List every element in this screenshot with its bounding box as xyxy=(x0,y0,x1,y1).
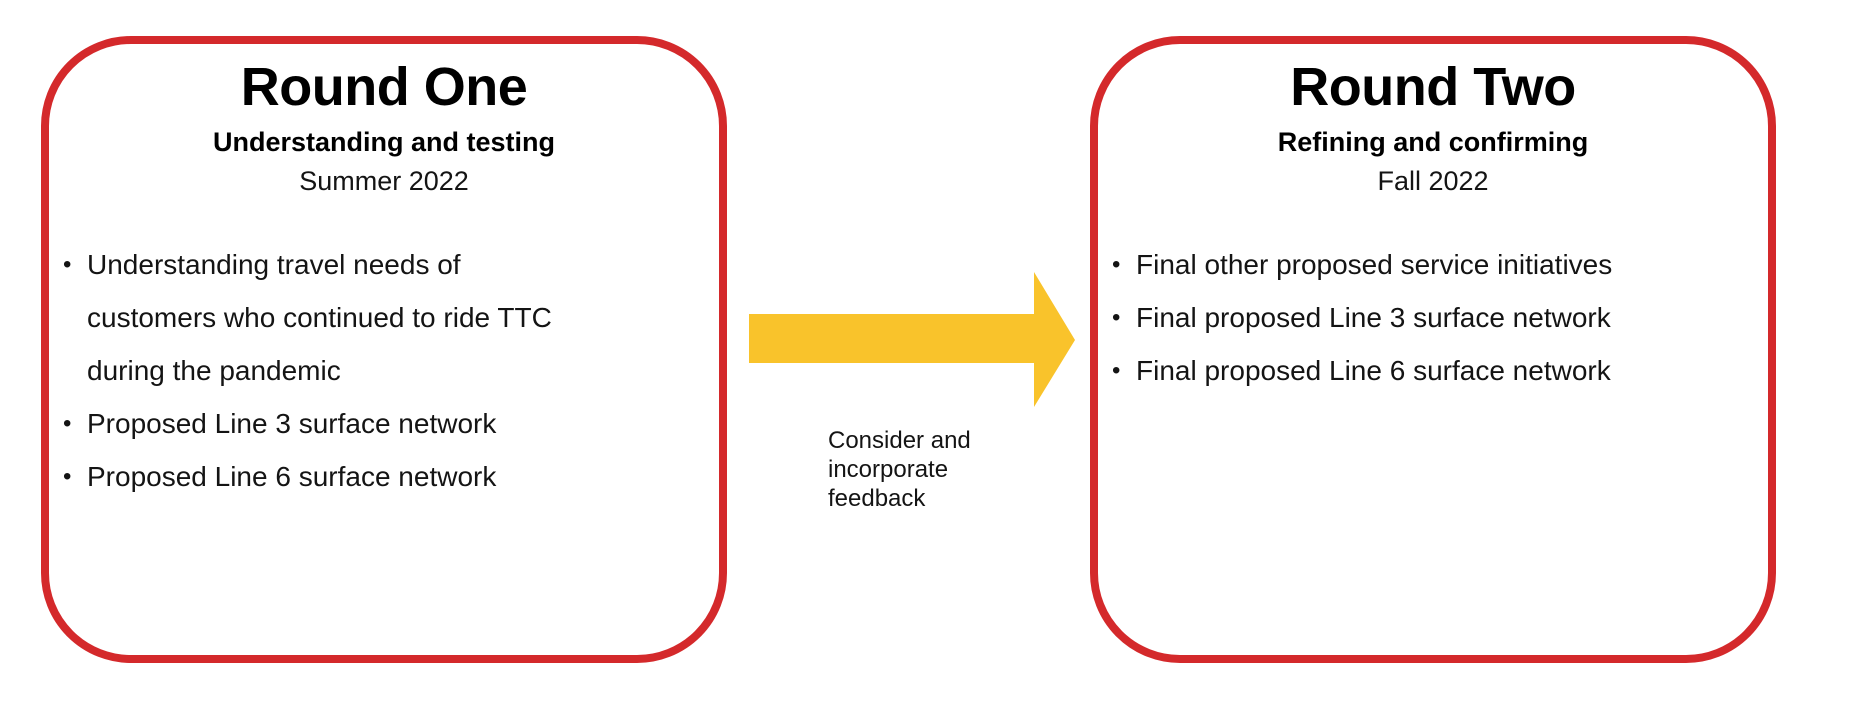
bullet-item xyxy=(1112,344,1758,397)
round-one-title: Round One xyxy=(240,57,528,117)
arrow-caption: Consider and incorporate feedback xyxy=(828,427,971,512)
arrow-right-shape xyxy=(749,272,1075,407)
bullet-text: Proposed Line 3 surface network xyxy=(87,408,497,439)
round-two-box xyxy=(1090,36,1776,663)
bullet-dot-icon: • xyxy=(1112,304,1121,331)
bullet-item xyxy=(63,450,709,503)
round-two-bullet-list xyxy=(1098,238,1768,397)
round-two-title: Round Two xyxy=(1290,57,1576,117)
bullet-dot-icon: • xyxy=(1112,357,1121,384)
round-one-bullet-list xyxy=(49,238,719,503)
round-one-box xyxy=(41,36,727,663)
arrow-right-icon xyxy=(749,272,1075,408)
round-one-subtitle: Understanding and testing xyxy=(212,127,555,157)
bullet-item xyxy=(1112,291,1758,344)
bullet-text: Proposed Line 6 surface network xyxy=(87,461,497,492)
bullet-text: Final other proposed service initiatives xyxy=(1136,249,1613,280)
bullet-item xyxy=(63,238,709,397)
bullet-item xyxy=(1112,238,1758,291)
round-one-period: Summer 2022 xyxy=(299,166,469,196)
bullet-text: Understanding travel needs of customers who continued to ride TTC during the pandemic xyxy=(87,249,552,386)
bullet-text: Final proposed Line 3 surface network xyxy=(1136,302,1611,333)
bullet-dot-icon: • xyxy=(1112,251,1121,278)
bullet-dot-icon: • xyxy=(63,410,72,437)
bullet-dot-icon: • xyxy=(63,463,72,490)
bullet-text: Final proposed Line 6 surface network xyxy=(1136,355,1611,386)
round-two-period: Fall 2022 xyxy=(1377,166,1489,196)
bullet-item xyxy=(63,397,709,450)
round-two-subtitle: Refining and confirming xyxy=(1277,127,1589,157)
bullet-dot-icon: • xyxy=(63,251,72,278)
